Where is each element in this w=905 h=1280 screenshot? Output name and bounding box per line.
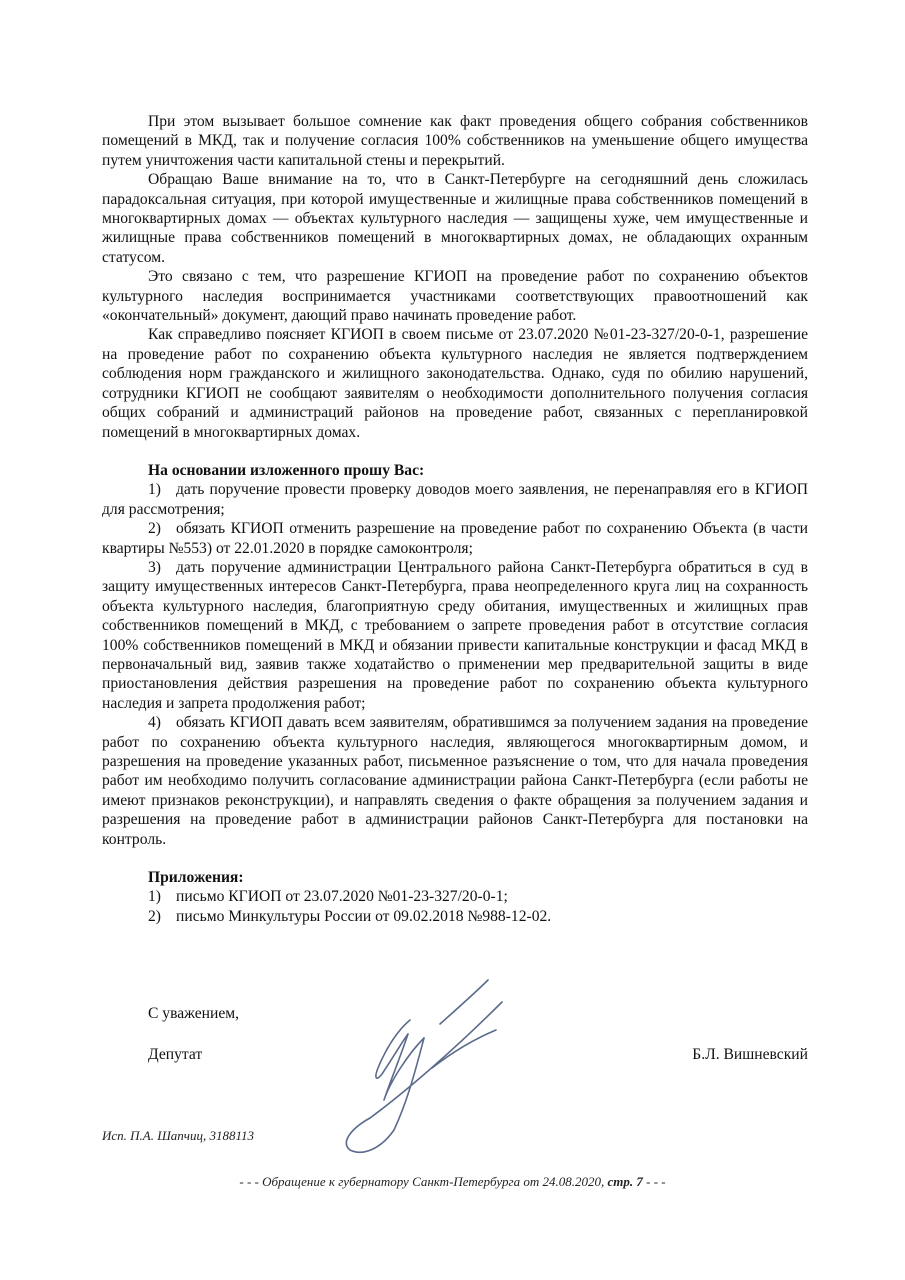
item-text: дать поручение администрации Центрального района Санкт-Петербурга обратиться в суд в защиту имущественных интересов Санкт-Петербурга, права неопределенного круга лиц на сохранность объекта культурного наследия, благоприятную среду обитания, имущественных и жилищных прав собственников помещений в МКД, с требованием о запрете проведения работ в отсутствие согласия 100% собственников помещений в МКД и обязании привести капитальные конструкции и фасад МКД в первоначальный вид, заявив также ходатайство о применении мер предварительной защиты в виде приостановления действия разрешения на проведение работ по сохранению объекта культурного наследия и запрета продолжения работ; — [102, 558, 808, 712]
item-number: 2) — [148, 907, 161, 925]
document-body — [102, 112, 808, 926]
paragraph: Как справедливо поясняет КГИОП в своем письме от 23.07.2020 №01-23-327/20-0-1, разрешение на проведение работ по сохранению объекта культурного наследия не является подтверждением соблюдения норм гражданского и жилищного законодательства. Однако, судя по обилию нарушений, сотрудники КГИОП не сообщают заявителям о необходимости дополнительного получения согласия общих собраний и администраций районов на проведение работ, связанных с перепланировкой помещений в многоквартирных домах. — [102, 326, 808, 441]
item-number: 4) — [148, 714, 161, 732]
paragraph: При этом вызывает большое сомнение как факт проведения общего собрания собственников помещений в МКД, так и получение согласия 100% собственников на уменьшение общего имущества путем уничтожения части капитальной стены и перекрытий. — [102, 113, 808, 169]
page-footer — [0, 1174, 905, 1190]
footer-text: - - - Обращение к губернатору Санкт-Петербурга от 24.08.2020, — [239, 1174, 608, 1189]
regards: С уважением, — [148, 1005, 240, 1022]
item-number: 3) — [148, 558, 161, 576]
handwritten-signature — [290, 950, 520, 1160]
request-item — [102, 480, 808, 519]
request-item — [102, 558, 808, 713]
item-text: обязать КГИОП отменить разрешение на проведение работ по сохранению Объекта (в части квартиры №553) от 22.01.2020 в порядке самоконтроля; — [102, 520, 808, 557]
paragraph: Обращаю Ваше внимание на то, что в Санкт-Петербурге на сегодняшний день сложилась парадоксальная ситуация, при которой имущественные и жилищные права собственников помещений в многоквартирных домах — объектах культурного наследия — защищены хуже, чем имущественные и жилищные права собственников помещений в многоквартирных домах, не обладающих охранным статусом. — [102, 171, 808, 266]
footer-tail: - - - — [642, 1174, 666, 1189]
request-item — [102, 519, 808, 558]
item-text: письмо КГИОП от 23.07.2020 №01-23-327/20-0-1; — [176, 888, 508, 906]
attachment-item — [102, 887, 808, 906]
item-number: 1) — [148, 481, 161, 499]
request-item — [102, 713, 808, 849]
item-number: 2) — [148, 520, 161, 538]
item-text: дать поручение провести проверку доводов моего заявления, не перенаправляя его в КГИОП для рассмотрения; — [102, 481, 808, 518]
paragraph: Это связано с тем, что разрешение КГИОП на проведение работ по сохранению объектов культурного наследия воспринимается участниками соответствующих правоотношений как «окончательный» документ, дающий право начинать проведение работ. — [102, 268, 808, 325]
executor-line: Исп. П.А. Шапчиц, 3188113 — [102, 1128, 255, 1143]
item-text: обязать КГИОП давать всем заявителям, обратившимся за получением задания на проведение работ по сохранению объекта культурного наследия, являющегося многоквартирным домом, и разрешения на проведение указанных работ, письменное разъяснение о том, что для начала проведения работ им необходимо получить согласование администрации района Санкт-Петербурга (если работы не имеют признаков реконструкции), и направлять сведения о факте обращения за получением задания и разрешения на проведение работ в администрации районов Санкт-Петербурга для постановки на контроль. — [102, 714, 808, 848]
request-heading: На основании изложенного прошу Вас: — [148, 461, 425, 479]
attachment-item — [102, 907, 808, 926]
signer-role: Депутат — [148, 1046, 203, 1063]
attachments-heading: Приложения: — [148, 869, 244, 887]
item-text: письмо Минкультуры России от 09.02.2018 №988-12-02. — [176, 907, 552, 925]
signer-name: Б.Л. Вишневский — [692, 1046, 808, 1063]
page-number: стр. 7 — [607, 1174, 643, 1189]
item-number: 1) — [148, 888, 161, 906]
